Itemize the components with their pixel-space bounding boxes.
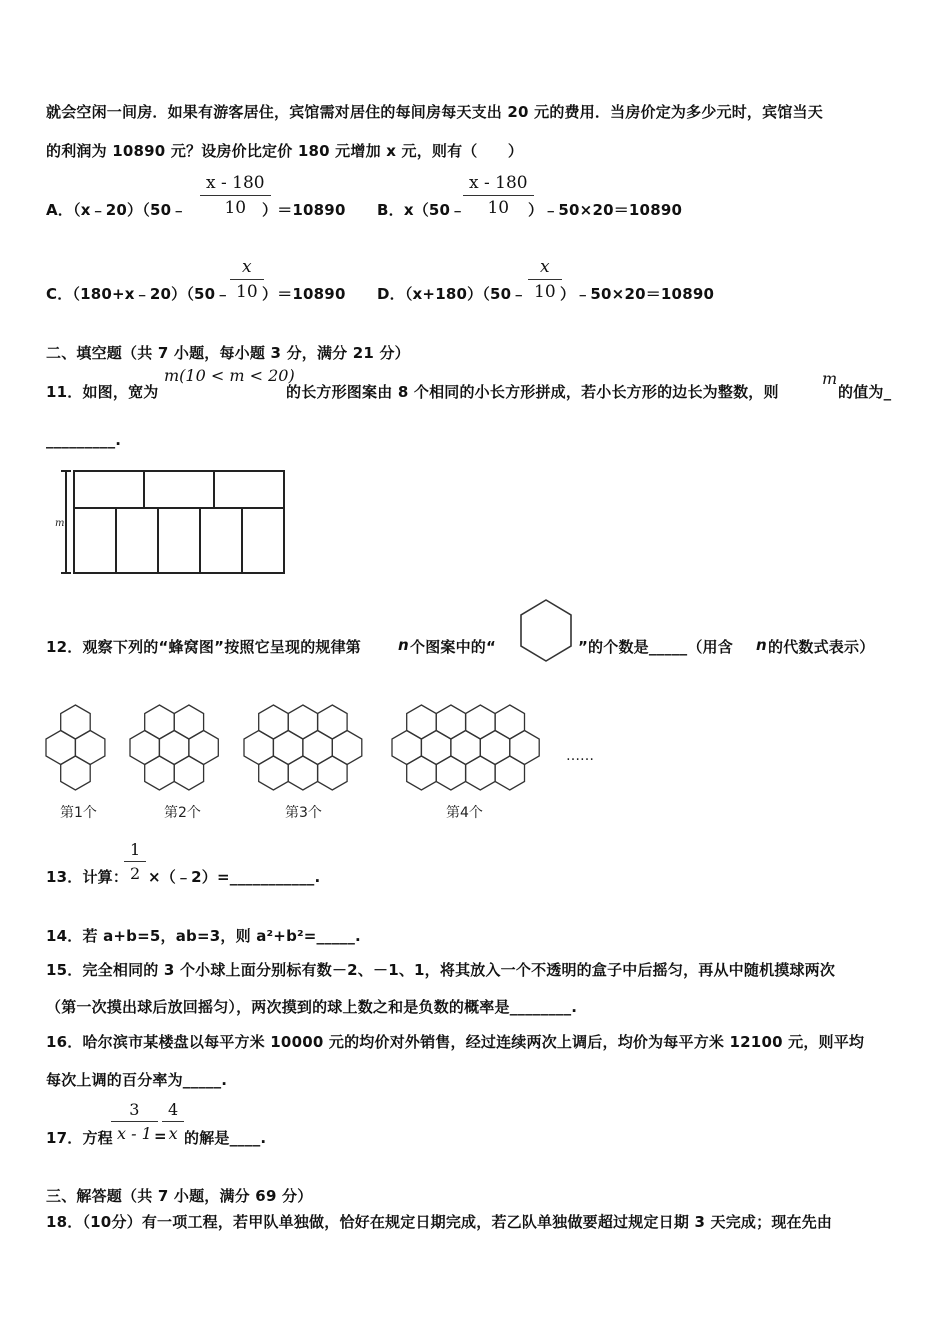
option-c-prefix: C．（180+x﹣20）（50﹣ bbox=[46, 285, 231, 303]
honeycomb-cell bbox=[451, 731, 480, 765]
fraction-numerator: x - 180 bbox=[206, 173, 265, 193]
section-2-heading: 二、填空题（共 7 小题，每小题 3 分，满分 21 分） bbox=[46, 344, 410, 362]
fraction-denominator: 2 bbox=[130, 864, 141, 883]
option-a-prefix: A．（x﹣20）（50﹣ bbox=[46, 201, 187, 219]
option-d-fraction bbox=[528, 257, 562, 302]
q10-line1: 就会空闲一间房．如果有游客居住，宾馆需对居住的每间房每天支出 20 元的费用．当房价定为多少元时，宾馆当天 bbox=[46, 103, 823, 121]
honeycomb-cell bbox=[259, 705, 289, 739]
q18-line1: 18．（10分）有一项工程，若甲队单独做，恰好在规定日期完成，若乙队单独做要超过规定日期 3 天完成；现在先由 bbox=[46, 1213, 833, 1231]
q12-prefix: 12．观察下列的“蜂窝图”按照它呈现的规律第 bbox=[46, 638, 361, 656]
honeycomb-cell bbox=[130, 731, 159, 765]
option-a-suffix: ）＝10890 bbox=[262, 201, 346, 219]
m-label: m bbox=[55, 518, 65, 529]
figure-label-4: 第4个 bbox=[446, 805, 483, 821]
honeycomb-figures bbox=[40, 700, 610, 830]
honeycomb-cell bbox=[174, 705, 203, 739]
option-a-fraction bbox=[200, 173, 271, 218]
honeycomb-cell bbox=[332, 731, 362, 765]
honeycomb-cell bbox=[46, 731, 75, 765]
honeycomb-cell bbox=[392, 731, 421, 765]
honeycomb-cell bbox=[174, 756, 203, 790]
fraction-numerator: 4 bbox=[168, 1100, 179, 1119]
honeycomb-cell bbox=[288, 705, 317, 739]
fraction-denominator: 10 bbox=[224, 198, 247, 218]
q12-n2: n bbox=[756, 636, 767, 654]
q13-suffix: ×（﹣2）=___________. bbox=[148, 868, 321, 886]
q10-line2: 的利润为 10890 元？设房价比定价 180 元增加 x 元，则有（ ） bbox=[46, 142, 524, 160]
honeycomb-cell bbox=[61, 756, 90, 790]
fraction-denominator: x - 1 bbox=[117, 1124, 152, 1143]
option-b-prefix: B．x（50﹣ bbox=[377, 201, 466, 219]
honeycomb-cell bbox=[495, 705, 524, 739]
honeycomb-cell bbox=[407, 705, 437, 739]
q11-math-condition: m(10 < m < 20) bbox=[164, 366, 295, 385]
figure-ellipsis: …… bbox=[566, 748, 594, 764]
honeycomb-cell bbox=[421, 731, 451, 765]
fraction-denominator: x bbox=[168, 1124, 178, 1143]
q12-n1: n bbox=[398, 636, 409, 654]
fraction-numerator: x - 180 bbox=[469, 173, 528, 193]
q11-prefix: 11．如图，宽为 bbox=[46, 383, 159, 401]
hexagon-icon bbox=[518, 598, 574, 664]
honeycomb-cell bbox=[318, 756, 348, 790]
q11-rectangle-figure bbox=[52, 468, 292, 578]
q16-line2: 每次上调的百分率为_____. bbox=[46, 1071, 228, 1089]
q17-fraction-right bbox=[162, 1100, 184, 1143]
fraction-denominator: 10 bbox=[487, 198, 510, 218]
honeycomb-cell bbox=[407, 756, 437, 790]
q13-prefix: 13．计算： bbox=[46, 868, 129, 886]
option-c-fraction bbox=[230, 257, 264, 302]
honeycomb-cell bbox=[189, 731, 218, 765]
q16-line1: 16．哈尔滨市某楼盘以每平方米 10000 元的均价对外销售，经过连续两次上调后，均价为每平方米 12100 元，则平均 bbox=[46, 1033, 865, 1051]
q12-post1: ”的个数是_____（用含 bbox=[578, 638, 733, 656]
q11-middle: 的长方形图案由 8 个相同的小长方形拼成，若小长方形的边长为整数，则 bbox=[286, 383, 779, 401]
figure-label-1: 第1个 bbox=[60, 805, 97, 821]
q15-line2: （第一次摸出球后放回摇匀），两次摸到的球上数之和是负数的概率是________. bbox=[46, 998, 578, 1016]
q12-middle: 个图案中的“ bbox=[410, 638, 497, 656]
q11-answer-blank: _________. bbox=[46, 431, 122, 449]
honeycomb-cell bbox=[61, 705, 90, 739]
fraction-numerator: x bbox=[540, 257, 550, 277]
honeycomb-cell bbox=[273, 731, 303, 765]
honeycomb-cell bbox=[318, 705, 348, 739]
honeycomb-cell bbox=[244, 731, 273, 765]
figure-label-3: 第3个 bbox=[285, 805, 322, 821]
honeycomb-cell bbox=[259, 756, 289, 790]
q13-fraction bbox=[124, 840, 146, 883]
honeycomb-cell bbox=[495, 756, 524, 790]
honeycomb-cell bbox=[510, 731, 539, 765]
q11-variable: m bbox=[822, 369, 838, 388]
section-3-heading: 三、解答题（共 7 小题，满分 69 分） bbox=[46, 1187, 313, 1205]
honeycomb-cell bbox=[480, 731, 510, 765]
option-b-fraction bbox=[463, 173, 534, 218]
q17-equals: = bbox=[154, 1127, 167, 1145]
q12-post2: 的代数式表示） bbox=[768, 638, 875, 656]
q14-text: 14．若 a+b=5，ab=3，则 a²+b²=_____. bbox=[46, 927, 361, 945]
fraction-denominator: 10 bbox=[236, 282, 258, 302]
honeycomb-cell bbox=[466, 705, 496, 739]
fraction-numerator: x bbox=[242, 257, 252, 277]
honeycomb-cell bbox=[145, 705, 175, 739]
option-c-suffix: ）＝10890 bbox=[262, 285, 346, 303]
q17-suffix: 的解是____. bbox=[184, 1129, 267, 1147]
honeycomb-cell bbox=[466, 756, 496, 790]
honeycomb-cell bbox=[75, 731, 105, 765]
honeycomb-cell bbox=[159, 731, 189, 765]
fraction-numerator: 3 bbox=[129, 1100, 140, 1119]
figure-label-2: 第2个 bbox=[164, 805, 201, 821]
option-d-suffix: ）﹣50×20＝10890 bbox=[560, 285, 715, 303]
q15-line1: 15．完全相同的 3 个小球上面分别标有数－2、－1、1，将其放入一个不透明的盒子中后摇匀，再从中随机摸球两次 bbox=[46, 961, 836, 979]
honeycomb-cell bbox=[436, 756, 465, 790]
honeycomb-cell bbox=[288, 756, 317, 790]
q17-prefix: 17．方程 bbox=[46, 1129, 113, 1147]
honeycomb-cell bbox=[436, 705, 465, 739]
honeycomb-cell bbox=[303, 731, 332, 765]
honeycomb-cell bbox=[145, 756, 175, 790]
q11-suffix: 的值为_ bbox=[838, 383, 892, 401]
option-b-suffix: ）﹣50×20＝10890 bbox=[528, 201, 683, 219]
option-d-prefix: D．（x+180）（50﹣ bbox=[377, 285, 527, 303]
fraction-denominator: 10 bbox=[534, 282, 556, 302]
q17-fraction-left bbox=[111, 1100, 158, 1143]
fraction-numerator: 1 bbox=[130, 840, 141, 859]
